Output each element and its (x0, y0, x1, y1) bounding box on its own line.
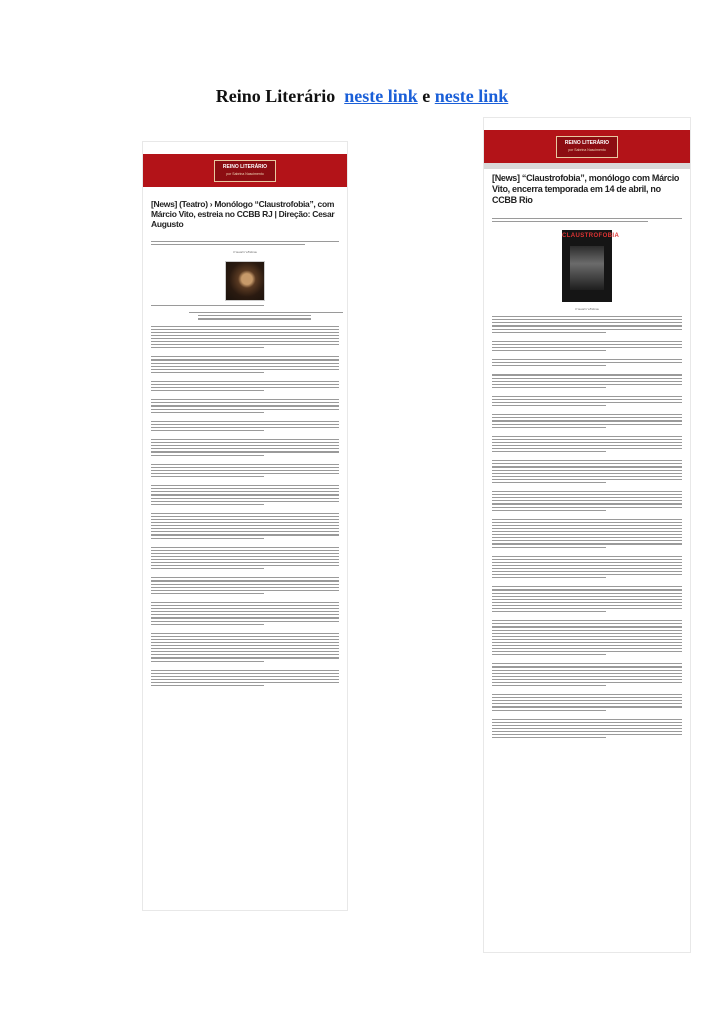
text-line (492, 381, 682, 382)
text-line (492, 611, 606, 612)
text-line (492, 537, 682, 538)
text-line (151, 445, 339, 446)
right-article-screenshot (484, 118, 690, 952)
intro-paragraph (151, 241, 339, 245)
text-line (492, 510, 606, 511)
text-line (151, 673, 339, 674)
text-line (151, 470, 339, 471)
text-line (151, 448, 339, 449)
photo-credit (151, 305, 339, 306)
text-line (492, 405, 606, 406)
text-line (151, 538, 264, 539)
text-line (492, 494, 682, 495)
text-line (492, 402, 682, 403)
article-meta (484, 208, 690, 214)
text-line (151, 580, 339, 581)
text-line (492, 630, 682, 631)
text-line (492, 500, 682, 501)
text-line (151, 611, 339, 612)
text-line (492, 543, 682, 544)
site-name: Reino Literário (215, 86, 336, 106)
text-line (492, 396, 682, 397)
text-line (492, 574, 682, 575)
text-line (492, 586, 682, 587)
text-line (492, 703, 682, 704)
text-line (492, 589, 682, 590)
text-line (151, 451, 339, 452)
text-line (151, 476, 264, 477)
text-line (492, 332, 606, 333)
text-line (151, 359, 339, 360)
text-line (151, 682, 339, 683)
text-line (151, 356, 339, 357)
text-line (492, 325, 682, 326)
text-line (492, 602, 682, 603)
text-line (151, 621, 339, 622)
text-line (492, 344, 682, 345)
text-line (151, 363, 339, 364)
text-line (492, 577, 606, 578)
text-line (151, 645, 339, 646)
text-line (492, 700, 682, 701)
text-line (151, 387, 339, 388)
text-line (492, 442, 682, 443)
text-line (492, 731, 682, 732)
text-line (151, 427, 339, 428)
text-line (492, 322, 682, 323)
intro-paragraph (492, 218, 682, 222)
text-line (492, 562, 682, 563)
text-line (492, 350, 606, 351)
text-line (151, 556, 339, 557)
text-line (151, 676, 339, 677)
text-line (492, 497, 682, 498)
text-line (151, 405, 339, 406)
text-line (151, 473, 339, 474)
text-line (151, 522, 339, 523)
text-line (492, 676, 682, 677)
article-meta (143, 231, 347, 237)
text-line (492, 706, 682, 707)
image-caption: Claustrofobia (575, 308, 599, 312)
text-line (492, 531, 682, 532)
text-line (151, 602, 339, 603)
connector-text: e (422, 86, 431, 106)
link-2[interactable]: neste link (434, 86, 509, 106)
body-text (151, 326, 339, 693)
text-line (151, 605, 339, 606)
text-line (492, 522, 682, 523)
text-line (492, 491, 682, 492)
text-line (151, 369, 339, 370)
text-line (492, 528, 682, 529)
text-line (492, 316, 682, 317)
text-line (492, 685, 606, 686)
text-line (492, 519, 682, 520)
text-line (492, 439, 682, 440)
article-title: [News] (Teatro) › Monólogo “Claustrofobia”, com Márcio Vito, estreia no CCBB RJ | Direção: Cesar Augusto (151, 199, 335, 229)
text-line (492, 427, 606, 428)
site-nav (143, 142, 347, 154)
text-line (151, 679, 339, 680)
text-line (492, 384, 682, 385)
text-line (492, 479, 682, 480)
text-line (492, 642, 682, 643)
text-line (492, 463, 682, 464)
text-line (151, 513, 339, 514)
text-line (151, 344, 339, 345)
text-line (492, 547, 606, 548)
text-line (492, 648, 682, 649)
text-line (151, 442, 339, 443)
text-line (151, 642, 339, 643)
text-line (151, 439, 339, 440)
text-line (492, 571, 682, 572)
text-line (492, 424, 682, 425)
text-line (151, 534, 339, 535)
text-line (151, 590, 339, 591)
article-title: [News] “Claustrofobia”, monólogo com Márcio Vito, encerra temporada em 14 de abril, no CCBB Rio (492, 173, 680, 205)
text-line (151, 501, 339, 502)
text-line (492, 387, 606, 388)
text-line (151, 651, 339, 652)
text-line (151, 639, 339, 640)
text-line (492, 599, 682, 600)
text-line (492, 482, 606, 483)
text-line (151, 568, 264, 569)
text-line (492, 341, 682, 342)
text-line (492, 626, 682, 627)
text-line (151, 562, 339, 563)
text-line (492, 460, 682, 461)
play-poster: CLAUSTROFOBIA (562, 230, 612, 302)
text-line (492, 448, 682, 449)
text-line (151, 670, 339, 671)
text-line (492, 540, 682, 541)
text-line (492, 417, 682, 418)
text-line (151, 519, 339, 520)
text-line (492, 639, 682, 640)
text-line (151, 516, 339, 517)
text-line (492, 682, 682, 683)
text-line (492, 476, 682, 477)
text-line (492, 565, 682, 566)
text-line (492, 473, 682, 474)
image-caption: Claustrofobia (233, 251, 257, 255)
text-line (492, 719, 682, 720)
site-nav (484, 118, 690, 130)
text-line (492, 596, 682, 597)
text-line (151, 528, 339, 529)
text-line (492, 620, 682, 621)
text-line (492, 466, 682, 467)
text-line (151, 584, 339, 585)
text-line (151, 531, 339, 532)
text-line (151, 608, 339, 609)
text-line (151, 402, 339, 403)
text-line (492, 722, 682, 723)
text-line (492, 503, 682, 504)
text-line (151, 372, 264, 373)
text-line (492, 694, 682, 695)
text-line (151, 409, 339, 410)
text-line (151, 329, 339, 330)
text-line (492, 663, 682, 664)
left-article-screenshot (143, 142, 347, 910)
text-line (492, 725, 682, 726)
text-line (151, 657, 339, 658)
text-line (492, 728, 682, 729)
text-line (151, 421, 339, 422)
text-line (151, 491, 339, 492)
text-line (151, 504, 264, 505)
text-line (151, 654, 339, 655)
text-line (151, 587, 339, 588)
text-line (151, 341, 339, 342)
text-line (492, 737, 606, 738)
text-line (151, 633, 339, 634)
text-line (492, 651, 682, 652)
text-line (151, 685, 264, 686)
breadcrumb (143, 187, 347, 195)
text-line (151, 381, 339, 382)
text-line (492, 362, 682, 363)
text-line (492, 670, 682, 671)
text-line (151, 467, 339, 468)
text-line (151, 559, 339, 560)
text-line (151, 485, 339, 486)
text-line (492, 534, 682, 535)
text-line (151, 577, 339, 578)
body-text (492, 316, 682, 744)
text-line (492, 645, 682, 646)
text-line (492, 623, 682, 624)
text-line (151, 338, 339, 339)
text-line (492, 329, 682, 330)
text-line (151, 648, 339, 649)
text-line (492, 445, 682, 446)
text-line (492, 697, 682, 698)
text-line (151, 550, 339, 551)
site-logo: REINO LITERÁRIO por Sabrina Nascimento (214, 160, 276, 182)
text-line (151, 614, 339, 615)
text-line (151, 617, 339, 618)
text-line (151, 624, 264, 625)
text-line (492, 359, 682, 360)
info-block (151, 312, 339, 319)
text-line (492, 568, 682, 569)
text-line (151, 553, 339, 554)
text-line (492, 556, 682, 557)
text-line (151, 661, 264, 662)
actor-photo (225, 261, 265, 301)
text-line (151, 455, 264, 456)
text-line (151, 424, 339, 425)
text-line (492, 347, 682, 348)
text-line (492, 710, 606, 711)
text-line (492, 507, 682, 508)
text-line (492, 436, 682, 437)
text-line (151, 565, 339, 566)
text-line (151, 430, 264, 431)
text-line (492, 451, 606, 452)
text-line (492, 399, 682, 400)
text-line (151, 412, 264, 413)
text-line (151, 593, 264, 594)
text-line (151, 399, 339, 400)
text-line (151, 335, 339, 336)
text-line (492, 420, 682, 421)
text-line (151, 525, 339, 526)
text-line (492, 679, 682, 680)
link-1[interactable]: neste link (344, 86, 418, 106)
text-line (492, 673, 682, 674)
text-line (151, 494, 339, 495)
text-line (151, 332, 339, 333)
text-line (492, 734, 682, 735)
text-line (151, 366, 339, 367)
text-line (492, 636, 682, 637)
text-line (151, 488, 339, 489)
text-line (492, 374, 682, 375)
text-line (492, 666, 682, 667)
text-line (492, 608, 682, 609)
text-line (492, 593, 682, 594)
text-line (492, 319, 682, 320)
article-header (0, 86, 724, 107)
site-banner (484, 130, 690, 163)
text-line (151, 384, 339, 385)
text-line (151, 347, 264, 348)
text-line (492, 525, 682, 526)
text-line (151, 547, 339, 548)
text-line (492, 654, 606, 655)
text-line (492, 605, 682, 606)
text-line (492, 378, 682, 379)
text-line (492, 559, 682, 560)
text-line (151, 326, 339, 327)
text-line (151, 464, 339, 465)
text-line (492, 470, 682, 471)
text-line (151, 498, 339, 499)
text-line (492, 633, 682, 634)
site-banner (143, 154, 347, 187)
text-line (492, 365, 606, 366)
text-line (492, 414, 682, 415)
text-line (151, 390, 264, 391)
text-line (151, 636, 339, 637)
site-logo: REINO LITERÁRIO por Sabrina Nascimento (556, 136, 618, 158)
